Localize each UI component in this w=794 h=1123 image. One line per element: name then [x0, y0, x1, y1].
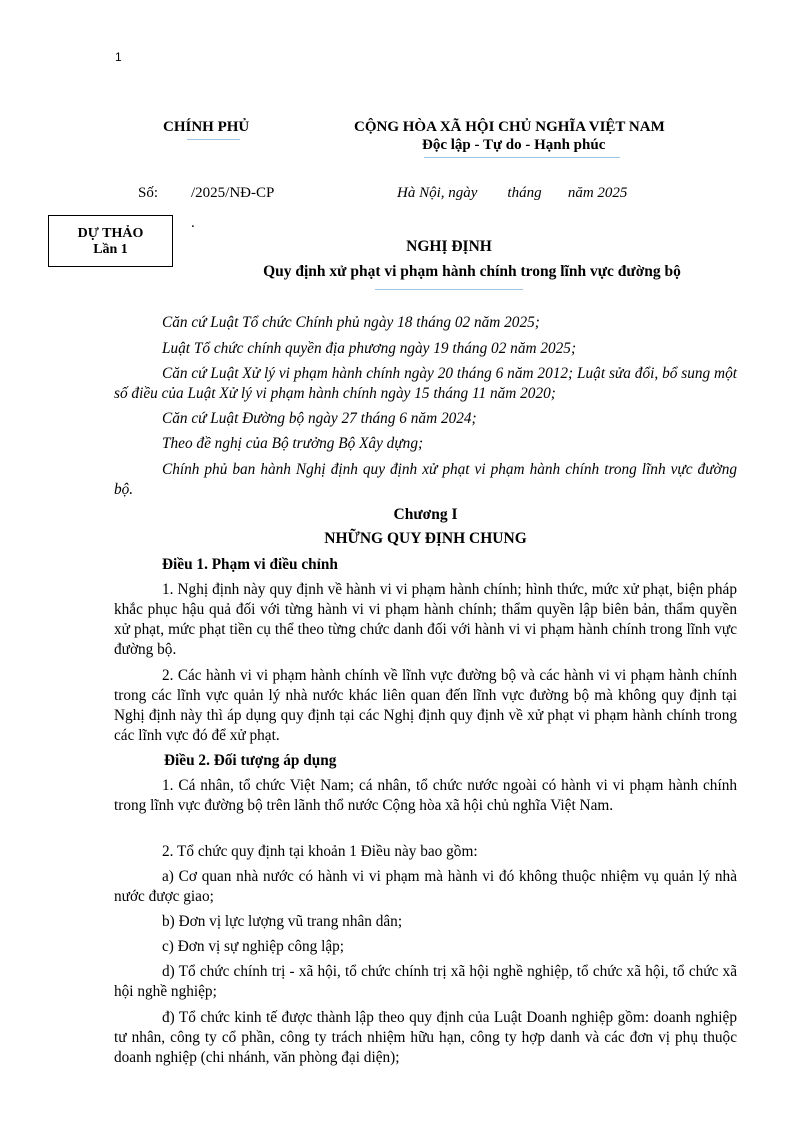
article-clause: a) Cơ quan nhà nước có hành vi vi phạm mà hành vi đó không thuộc nhiệm vụ quản lý nhà nước được giao;	[114, 868, 737, 905]
article-clause: d) Tổ chức chính trị - xã hội, tổ chức chính trị xã hội nghề nghiệp, tổ chức xã hội, tổ chức xã hội nghề nghiệp;	[114, 963, 737, 1000]
preamble-line: Căn cứ Luật Đường bộ ngày 27 tháng 6 năm 2024;	[162, 410, 477, 427]
number-label: Số:	[138, 185, 159, 201]
national-motto: Độc lập - Tự do - Hạnh phúc	[422, 137, 606, 153]
stray-dot: .	[191, 215, 195, 231]
article-clause: c) Đơn vị sự nghiệp công lập;	[162, 938, 345, 955]
article-clause: đ) Tổ chức kinh tế được thành lập theo quy định của Luật Doanh nghiệp gồm: doanh nghiệp tư nhân, công ty cổ phần, công ty trách nhiệm hữu hạn, công ty hợp danh và các đơn vị phụ thuộc doanh nghiệp (chi nhánh, văn phòng đại diện);	[114, 1009, 737, 1066]
draft-label: DỰ THẢO	[77, 226, 144, 241]
preamble-line: Theo đề nghị của Bộ trưởng Bộ Xây dựng;	[162, 435, 424, 452]
draft-round: Lần 1	[93, 242, 128, 257]
article-clause: b) Đơn vị lực lượng vũ trang nhân dân;	[162, 913, 403, 930]
nation-name: CỘNG HÒA XÃ HỘI CHỦ NGHĨA VIỆT NAM	[354, 119, 665, 135]
agency-name: CHÍNH PHỦ	[163, 119, 250, 135]
decree-subject: Quy định xử phạt vi phạm hành chính trong lĩnh vực đường bộ	[263, 263, 681, 280]
preamble-line: Chính phủ ban hành Nghị định quy định xử phạt vi phạm hành chính trong lĩnh vực đường bộ.	[114, 461, 737, 498]
page-number: 1	[115, 50, 122, 64]
place-and-date: Hà Nội, ngày tháng năm 2025	[397, 185, 628, 201]
preamble-line: Luật Tổ chức chính quyền địa phương ngày 19 tháng 02 năm 2025;	[162, 340, 577, 357]
document-number: /2025/NĐ-CP	[191, 185, 275, 201]
chapter-label: Chương I	[393, 506, 458, 523]
article-paragraph: 2. Tổ chức quy định tại khoản 1 Điều này bao gồm:	[162, 843, 478, 860]
preamble-line: Căn cứ Luật Tổ chức Chính phủ ngày 18 tháng 02 năm 2025;	[162, 314, 540, 331]
article-paragraph: 1. Cá nhân, tổ chức Việt Nam; cá nhân, tổ chức nước ngoài có hành vi vi phạm hành chính trong lĩnh vực đường bộ trên lãnh thổ nước Cộng hòa xã hội chủ nghĩa Việt Nam.	[114, 777, 737, 814]
subject-underline	[375, 289, 523, 290]
article-paragraph: 1. Nghị định này quy định về hành vi vi phạm hành chính; hình thức, mức xử phạt, biện pháp khắc phục hậu quả đối với từng hành vi vi phạm hành chính; thẩm quyền lập biên bản, thẩm quyền xử phạt, mức phạt tiền cụ thể theo từng chức danh đối với hành vi vi phạm hành chính trong lĩnh vực đường bộ.	[114, 581, 737, 658]
article-paragraph: 2. Các hành vi vi phạm hành chính về lĩnh vực đường bộ và các hành vi vi phạm hành chính trong các lĩnh vực quản lý nhà nước khác liên quan đến lĩnh vực đường bộ mà không quy định tại Nghị định này thì áp dụng quy định tại các Nghị định quy định về xử phạt vi phạm hành chính trong các lĩnh vực đó để xử phạt.	[114, 667, 737, 744]
agency-underline	[187, 139, 240, 140]
motto-underline	[424, 157, 620, 158]
chapter-name: NHỮNG QUY ĐỊNH CHUNG	[324, 530, 527, 547]
article-heading: Điều 1. Phạm vi điều chỉnh	[162, 556, 338, 573]
article-heading: Điều 2. Đối tượng áp dụng	[164, 752, 337, 769]
decree-type: NGHỊ ĐỊNH	[406, 238, 492, 255]
preamble-line: Căn cứ Luật Xử lý vi phạm hành chính ngày 20 tháng 6 năm 2012; Luật sửa đổi, bổ sung một số điều của Luật Xử lý vi phạm hành chính ngày 15 tháng 11 năm 2020;	[114, 365, 737, 402]
